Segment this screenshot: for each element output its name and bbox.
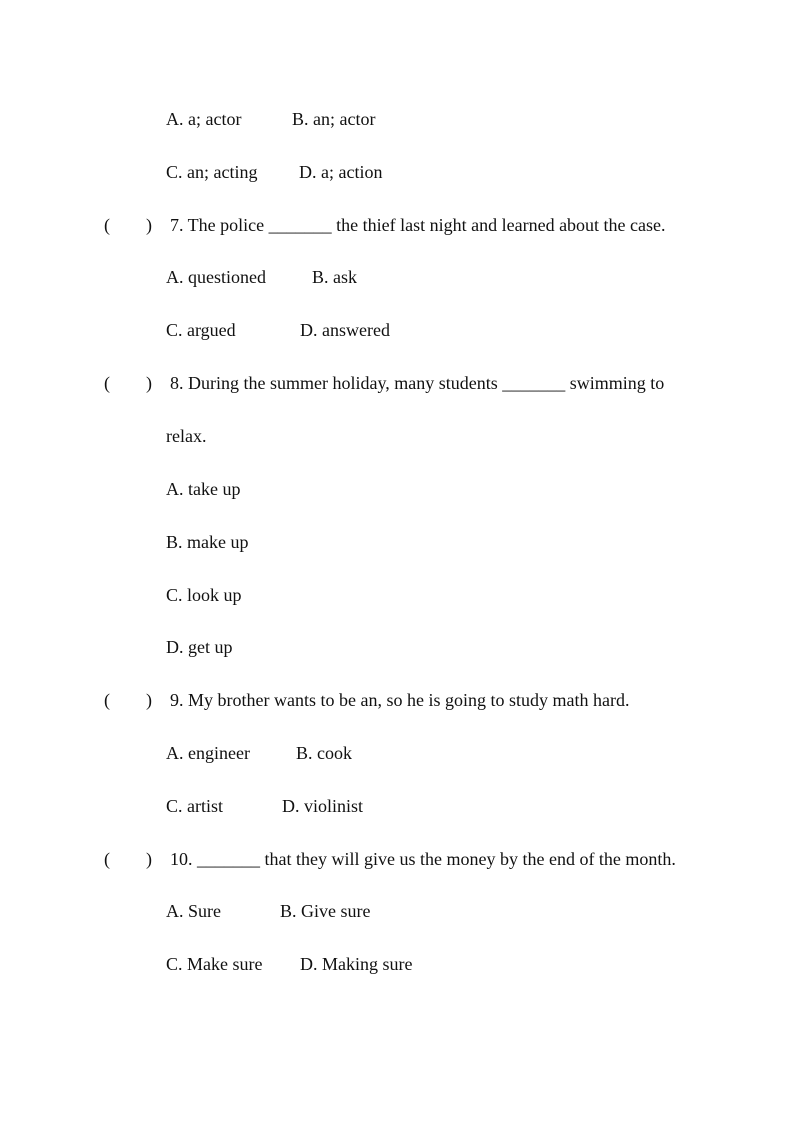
q8-option-c: C. look up (166, 585, 242, 605)
q9-options-row-1 (166, 742, 352, 764)
q6-option-b: B. an; actor (292, 109, 376, 129)
q6-options-row-1 (166, 108, 375, 130)
q7-options-row-1 (166, 266, 357, 288)
q10-stem: 10. _______ that they will give us the money by the end of the month. (170, 849, 676, 869)
q6-option-c: C. an; acting (166, 162, 258, 182)
q8-option-d: D. get up (166, 637, 233, 657)
q10-option-c: C. Make sure (166, 954, 263, 974)
q10-option-a: A. Sure (166, 901, 221, 921)
q9-options-row-2 (166, 795, 363, 817)
q7-option-a: A. questioned (166, 267, 266, 287)
q8-stem: 8. During the summer holiday, many students _______ swimming to (170, 373, 665, 393)
q7-option-d: D. answered (300, 320, 390, 340)
q7-options-row-2 (166, 319, 390, 341)
q7-answer-bracket: ( ) (104, 215, 152, 235)
q10-option-d: D. Making sure (300, 954, 413, 974)
q9-option-d: D. violinist (282, 796, 364, 816)
q7-option-b: B. ask (312, 267, 357, 287)
q10-options-row-2 (166, 953, 412, 975)
q6-option-d: D. a; action (299, 162, 383, 182)
q8-option-b: B. make up (166, 532, 249, 552)
q7-stem: 7. The police _______ the thief last night and learned about the case. (170, 215, 666, 235)
q9-option-a: A. engineer (166, 743, 250, 763)
q9-stem: 9. My brother wants to be an, so he is going to study math hard. (170, 690, 630, 710)
q8-stem-continued: relax. (166, 426, 207, 446)
q10-options-row-1 (166, 900, 370, 922)
q8-answer-bracket: ( ) (104, 373, 152, 393)
q9-answer-bracket: ( ) (104, 690, 152, 710)
q9-option-c: C. artist (166, 796, 223, 816)
q10-answer-bracket: ( ) (104, 849, 152, 869)
q6-option-a: A. a; actor (166, 109, 242, 129)
q7-option-c: C. argued (166, 320, 236, 340)
q6-options-row-2 (166, 161, 382, 183)
q8-option-a: A. take up (166, 479, 241, 499)
q10-option-b: B. Give sure (280, 901, 371, 921)
q9-option-b: B. cook (296, 743, 352, 763)
